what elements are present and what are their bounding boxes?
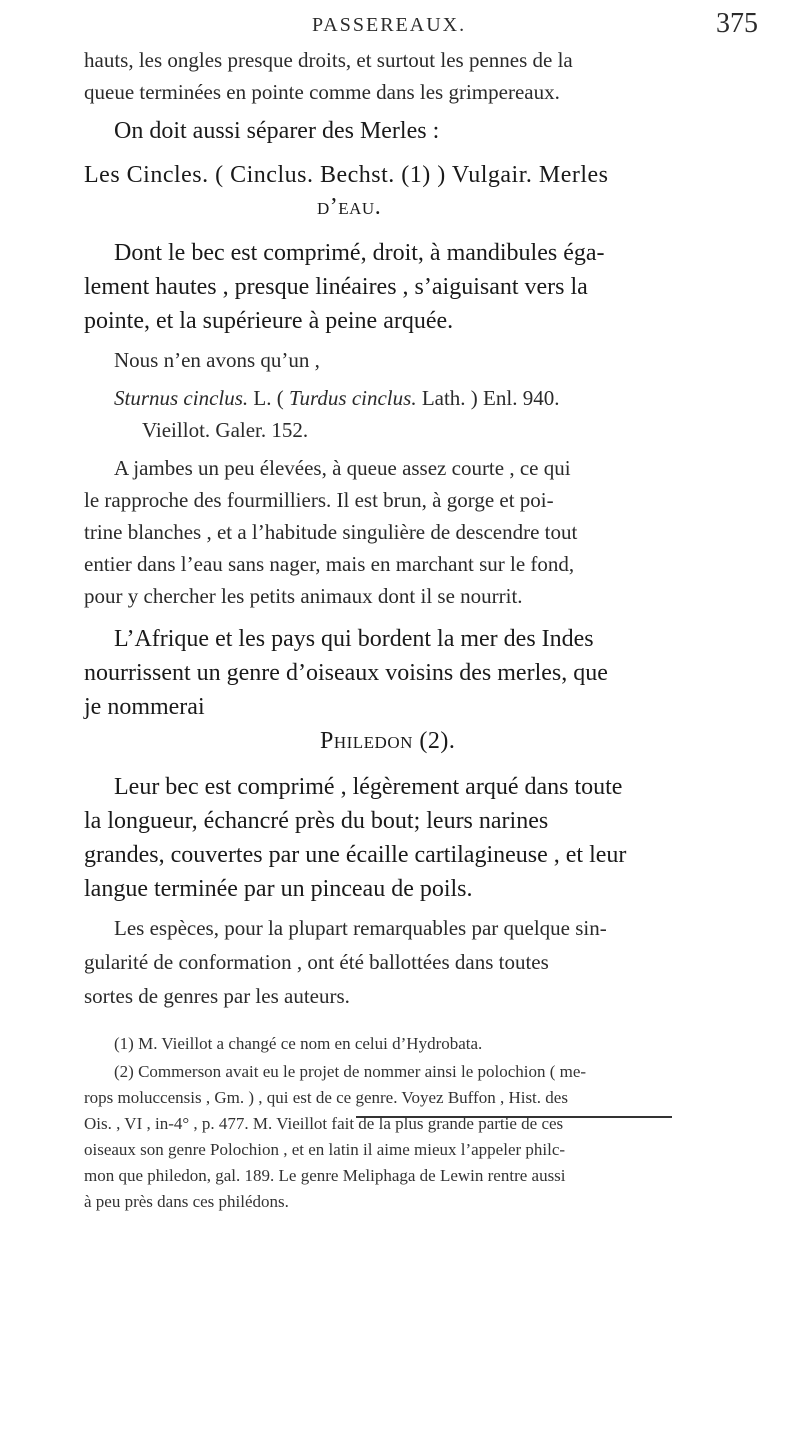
text-line: A jambes un peu élevées, à queue assez courte , ce qui: [114, 456, 571, 480]
species-entry-cont: Vieillot. Galer. 152.: [142, 418, 309, 442]
text-line: la longueur, échancré près du bout; leurs narines: [84, 808, 549, 834]
genus-heading-cincles: Les Cincles. ( Cinclus. Bechst. (1) ) Vulgair. Merles: [84, 162, 609, 188]
running-title: PASSEREAUX.: [312, 14, 467, 36]
text-line: pointe, et la supérieure à peine arquée.: [84, 308, 454, 334]
running-head: [0, 6, 800, 40]
text-line: gularité de conformation , ont été ballottées dans toutes: [84, 950, 549, 974]
text-line: L’Afrique et les pays qui bordent la mer des Indes: [114, 626, 594, 652]
text-line: Leur bec est comprimé , légèrement arqué dans toute: [114, 774, 623, 800]
species-authority: L. (: [248, 386, 289, 410]
footnote-2-line: rops moluccensis , Gm. ) , qui est de ce genre. Voyez Buffon , Hist. des: [84, 1088, 568, 1107]
text-line: le rapproche des fourmilliers. Il est brun, à gorge et poi-: [84, 488, 554, 512]
footnote-2: (2) Commerson avait eu le projet de nommer ainsi le polochion ( me-: [114, 1062, 587, 1081]
genus-heading-cincles-cont: d’eau.: [317, 194, 382, 220]
text-line: Les espèces, pour la plupart remarquables par quelque sin-: [114, 916, 607, 940]
species-synonym: Turdus cinclus.: [289, 386, 417, 410]
text-line: nourrissent un genre d’oiseaux voisins des merles, que: [84, 660, 608, 686]
species-reference: Lath. ) Enl. 940.: [416, 386, 560, 410]
text-line: grandes, couvertes par une écaille cartilagineuse , et leur: [84, 842, 627, 868]
page-number: 375: [716, 8, 758, 39]
text-line: hauts, les ongles presque droits, et surtout les pennes de la: [84, 48, 573, 72]
text-line: langue terminée par un pinceau de poils.: [84, 876, 473, 902]
text-line: queue terminées en pointe comme dans les grimpereaux.: [84, 80, 560, 104]
text-line: je nommerai: [84, 694, 205, 720]
footnote-2-line: mon que philedon, gal. 189. Le genre Meliphaga de Lewin rentre aussi: [84, 1166, 566, 1185]
text-line: lement hautes , presque linéaires , s’aiguisant vers la: [84, 274, 588, 300]
footnote-1: (1) M. Vieillot a changé ce nom en celui d’Hydrobata.: [114, 1034, 483, 1053]
footnote-2-line: à peu près dans ces philédons.: [84, 1192, 289, 1211]
text-line: Dont le bec est comprimé, droit, à mandibules éga-: [114, 240, 605, 266]
species-name: Sturnus cinclus.: [114, 386, 249, 410]
footnote-2-line: Ois. , VI , in-4° , p. 477. M. Vieillot fait de la plus grande partie de ces: [84, 1114, 564, 1133]
text-line: trine blanches , et a l’habitude singulière de descendre tout: [84, 520, 578, 544]
text-line: Nous n’en avons qu’un ,: [114, 348, 320, 372]
species-entry: [114, 386, 559, 411]
text-line: sortes de genres par les auteurs.: [84, 984, 350, 1008]
genus-heading-philedon: Philedon (2).: [320, 728, 456, 754]
text-line: pour y chercher les petits animaux dont il se nourrit.: [84, 584, 523, 608]
text-line: entier dans l’eau sans nager, mais en marchant sur le fond,: [84, 552, 575, 576]
text-line: On doit aussi séparer des Merles :: [114, 118, 440, 144]
footnote-2-line: oiseaux son genre Polochion , et en latin il aime mieux l’appeler philc-: [84, 1140, 566, 1159]
